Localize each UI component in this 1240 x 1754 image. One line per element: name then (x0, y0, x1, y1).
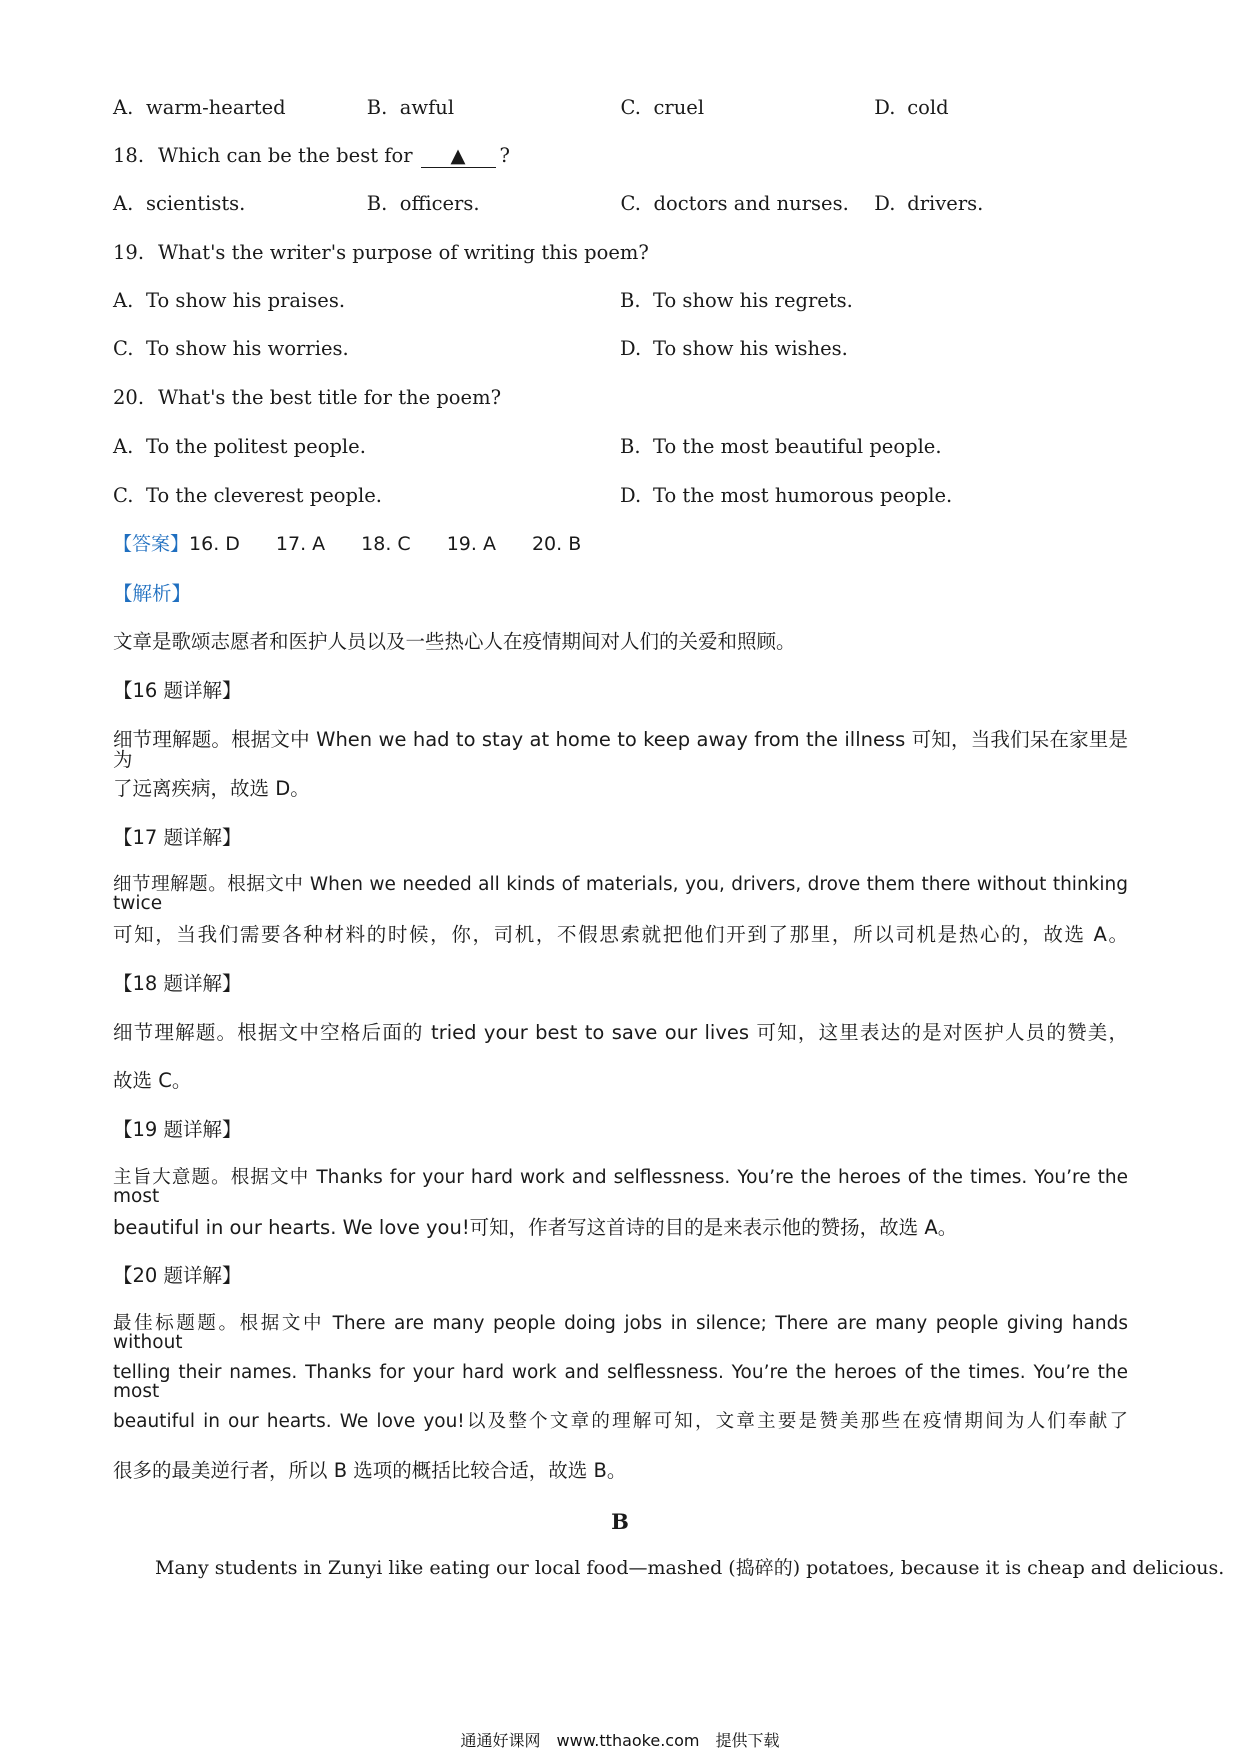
detail-19-heading: 【19 题详解】 (113, 1118, 242, 1141)
detail-20-line2: telling their names. Thanks for your hard work and selflessness. You’re the heroes of the times. You’re the most (113, 1362, 1128, 1402)
detail-17-heading: 【17 题详解】 (113, 826, 242, 849)
q19-options-row2 (113, 339, 1128, 359)
summary: 文章是歌颂志愿者和医护人员以及一些热心人在疫情期间对人们的关爱和照顾。 (113, 630, 796, 653)
option-c[interactable]: C. doctors and nurses. (620, 192, 849, 215)
detail-17-line2: 可知，当我们需要各种材料的时候，你，司机，不假思索就把他们开到了那里，所以司机是热心的，故选 A。 (113, 923, 1128, 946)
q18-options (113, 194, 1128, 214)
footer (0, 1728, 1240, 1751)
detail-20-line1: 最佳标题题。根据文中 There are many people doing jobs in silence; There are many people giving hands without (113, 1313, 1128, 1353)
detail-19-line1: 主旨大意题。根据文中 Thanks for your hard work and selflessness. You’re the heroes of the times. You’re the most (113, 1167, 1128, 1207)
question-19: 19. What's the writer's purpose of writing this poem? (113, 241, 649, 264)
option-d[interactable]: D. To show his wishes. (620, 337, 848, 360)
footer-url[interactable]: www.tthaoke.com (556, 1731, 700, 1750)
question-18: 18. Which can be the best for ▲ ? (113, 144, 510, 167)
answer-tag: 【答案】 (113, 533, 190, 555)
answer-blank (421, 146, 496, 168)
question-20: 20. What's the best title for the poem? (113, 386, 502, 409)
option-d[interactable]: D. cold (874, 96, 949, 119)
analysis-tag: 【解析】 (113, 582, 192, 605)
option-c[interactable]: C. cruel (620, 96, 705, 119)
option-a[interactable]: A. To show his praises. (113, 289, 346, 312)
detail-18-heading: 【18 题详解】 (113, 972, 242, 995)
detail-18-line2: 故选 C。 (113, 1069, 192, 1092)
footer-site-name: 通通好课网 (460, 1731, 541, 1750)
answer-key: 【答案】16. D 17. A 18. C 19. A 20. B (113, 533, 582, 555)
detail-20-heading: 【20 题详解】 (113, 1264, 242, 1287)
detail-16-line2: 了远离疾病，故选 D。 (113, 777, 310, 800)
detail-16-line1: 细节理解题。根据文中 When we had to stay at home to keep away from the illness 可知，当我们呆在家里是为 (113, 728, 1128, 771)
passage-b-line1: Many students in Zunyi like eating our local food—mashed (捣碎的) potatoes, because it is cheap and delicious. (155, 1557, 1225, 1579)
option-b[interactable]: B. To show his regrets. (620, 289, 853, 312)
option-d[interactable]: D. To the most humorous people. (620, 484, 953, 507)
q19-options-row1 (113, 291, 1128, 311)
detail-18-line1: 细节理解题。根据文中空格后面的 tried your best to save our lives 可知，这里表达的是对医护人员的赞美， (113, 1021, 1128, 1044)
option-b[interactable]: B. To the most beautiful people. (620, 435, 942, 458)
option-a[interactable]: A. scientists. (113, 192, 246, 215)
detail-16-heading: 【16 题详解】 (113, 679, 242, 702)
option-d[interactable]: D. drivers. (874, 192, 984, 215)
option-a[interactable]: A. To the politest people. (113, 435, 366, 458)
detail-17-line1: 细节理解题。根据文中 When we needed all kinds of materials, you, drivers, drove them there without thinking twice (113, 874, 1128, 914)
option-b[interactable]: B. officers. (366, 192, 480, 215)
option-c[interactable]: C. To the cleverest people. (113, 484, 382, 507)
detail-20-line4: 很多的最美逆行者，所以 B 选项的概括比较合适，故选 B。 (113, 1459, 627, 1482)
section-b-title: B (611, 1509, 629, 1534)
option-a[interactable]: A. warm-hearted (113, 96, 286, 119)
option-b[interactable]: B. awful (366, 96, 455, 119)
option-c[interactable]: C. To show his worries. (113, 337, 349, 360)
detail-20-line3: beautiful in our hearts. We love you!以及整个文章的理解可知，文章主要是赞美那些在疫情期间为人们奉献了 (113, 1411, 1128, 1432)
q17-options (113, 98, 1128, 118)
triangle-icon: ▲ (450, 144, 466, 167)
footer-note: 提供下载 (715, 1731, 780, 1750)
detail-19-line2: beautiful in our hearts. We love you!可知，作者写这首诗的目的是来表示他的赞扬，故选 A。 (113, 1216, 958, 1239)
q20-options-row1 (113, 437, 1128, 457)
q20-options-row2 (113, 486, 1128, 506)
